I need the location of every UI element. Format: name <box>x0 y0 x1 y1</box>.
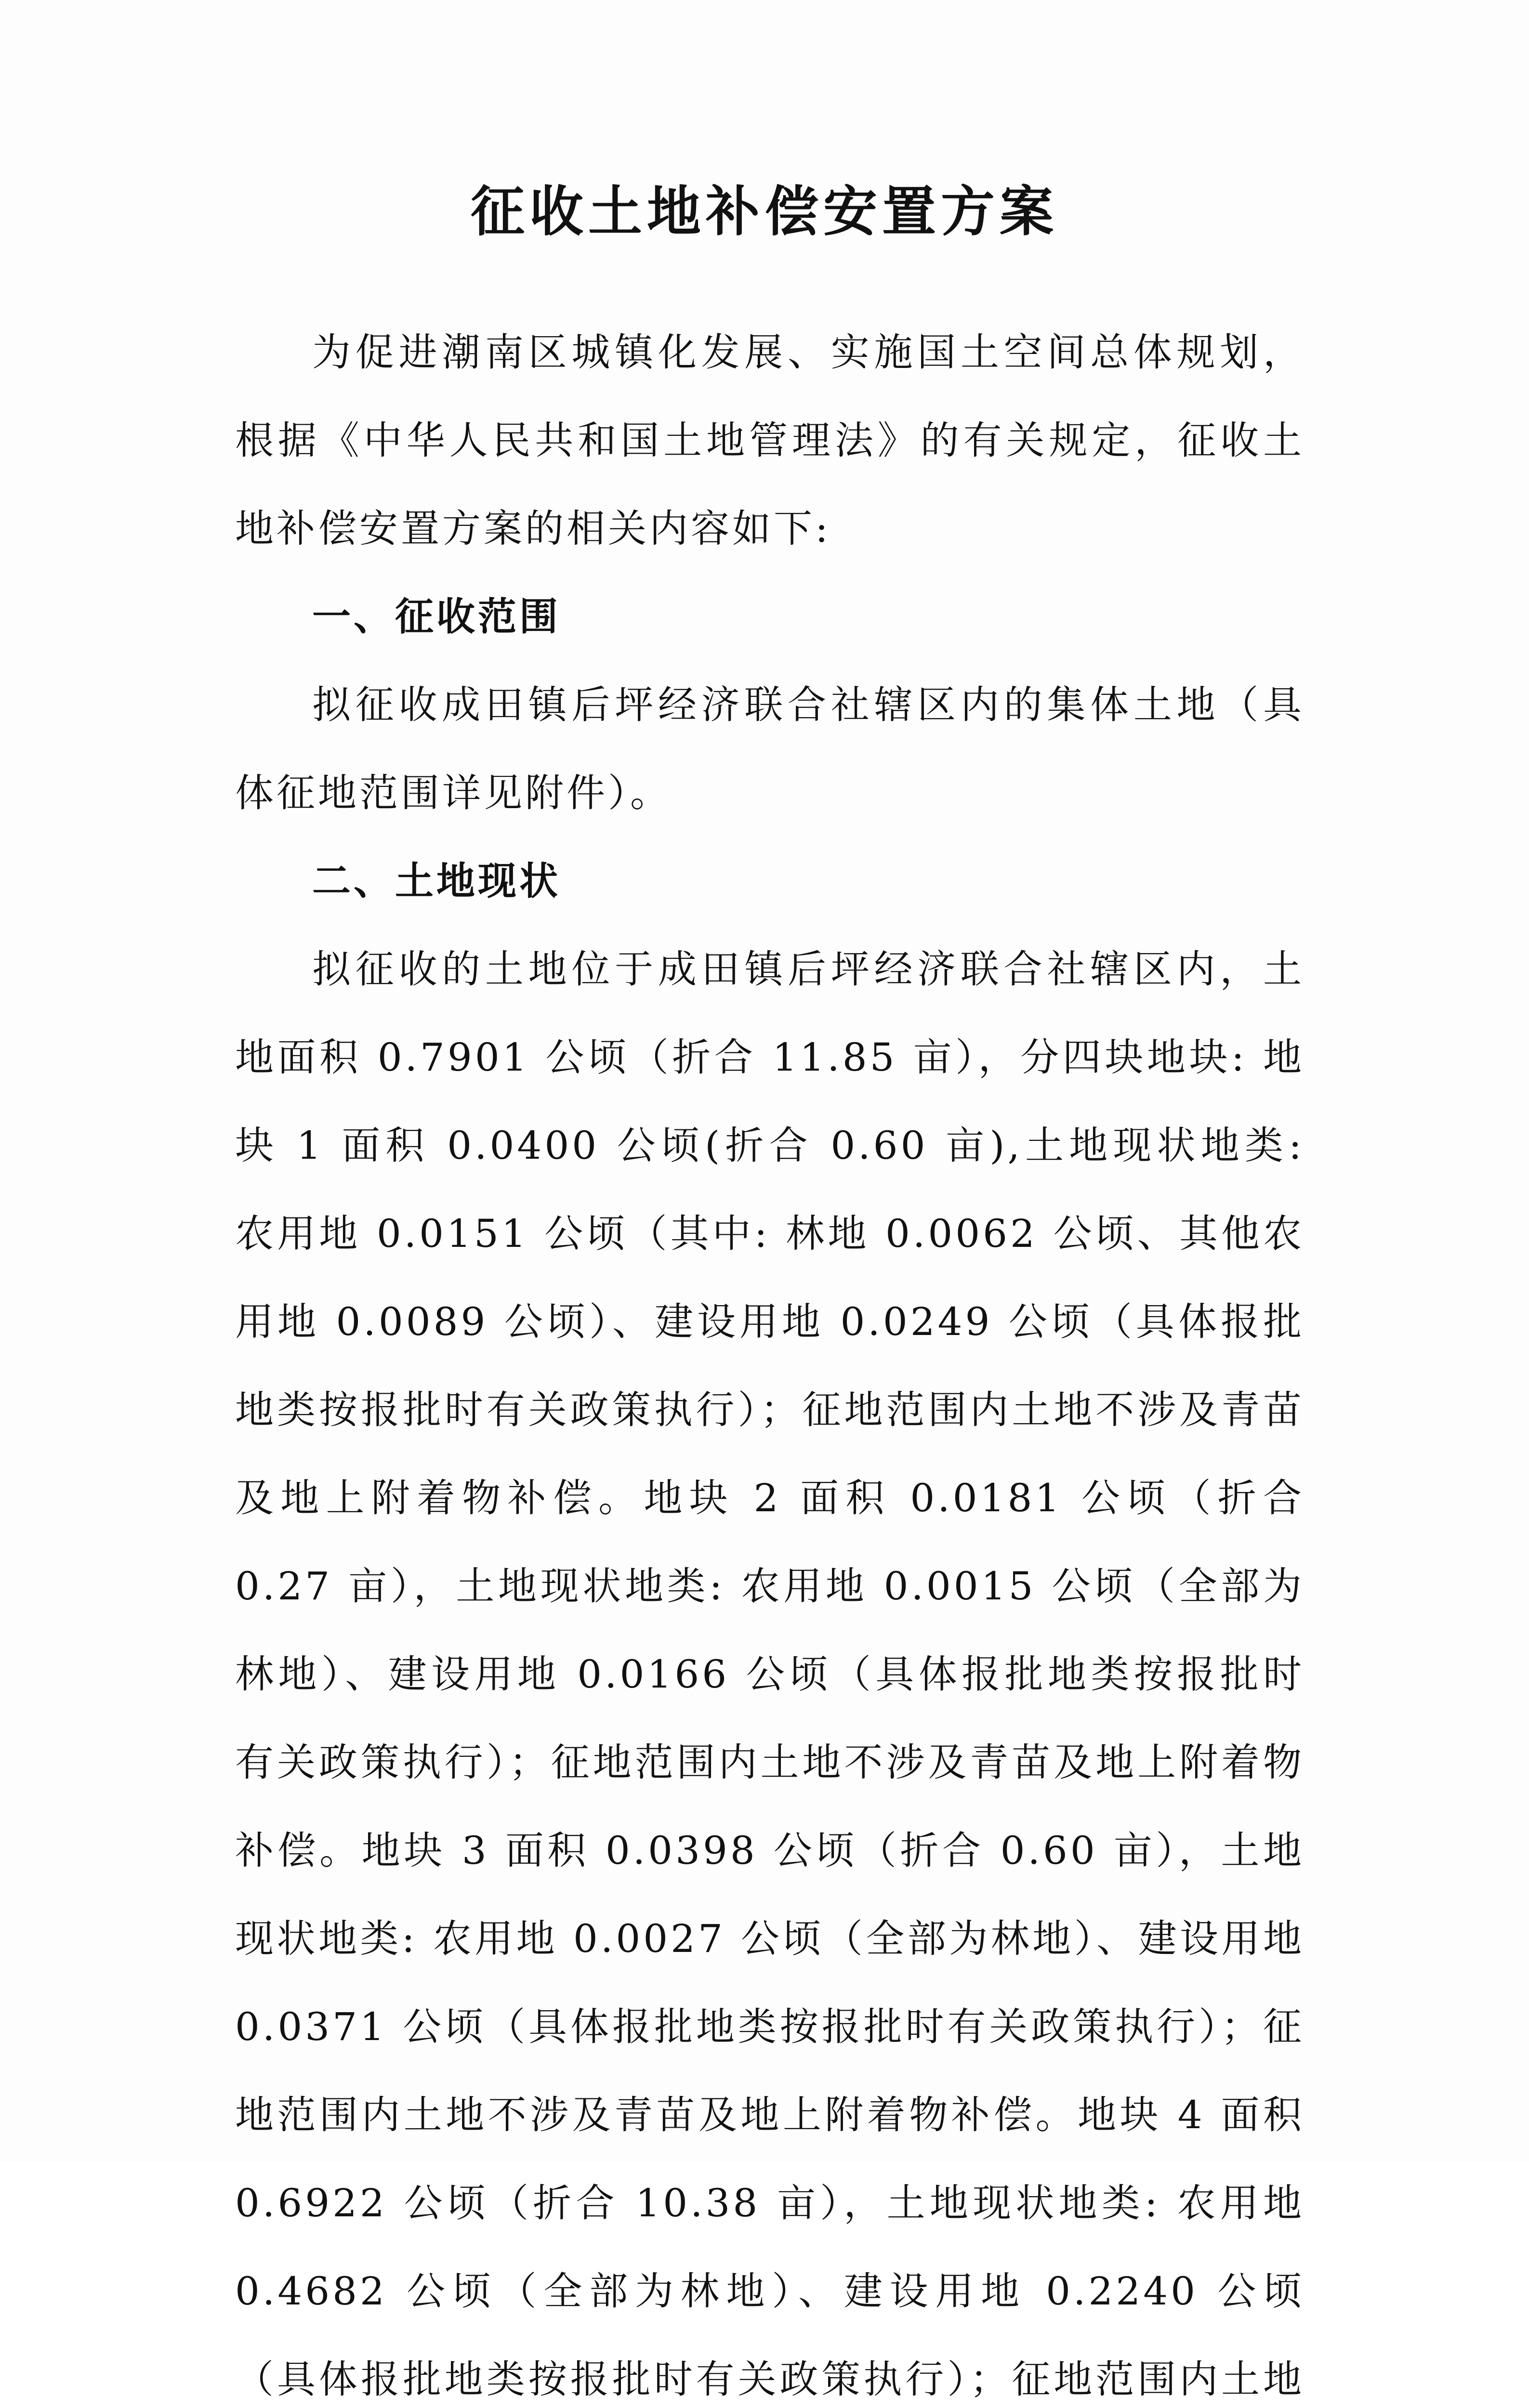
document-title: 征收土地补偿安置方案 <box>471 181 1058 243</box>
scope-paragraph: 拟征收成田镇后坪经济联合社辖区内的集体土地（具体征地范围详见附件）。 <box>235 682 1305 815</box>
section-heading-scope: 一、征收范围 <box>312 594 561 639</box>
document-body <box>235 308 1305 2408</box>
land-status-paragraph: 拟征收的土地位于成田镇后坪经济联合社辖区内，土地面积 0.7901 公顷（折合 11.85 亩），分四块地块: 地块 1 面积 0.0400 公顷(折合 0.60 亩),土地现状地类: 农用地 0.0151 公顷（其中: 林地 0.0062 公顷、其他农用地 0.0089 公顷）、建设用地 0.0249 公顷（具体报批地类按报批时有关政策执行）；征地范围内土地不涉及青苗及地上附着物补偿。地块 2 面积 0.0181 公顷（折合 0.27 亩），土地现状地类: 农用地 0.0015 公顷（全部为林地）、建设用地 0.0166 公顷（具体报批地类按报批时有关政策执行）；征地范围内土地不涉及青苗及地上附着物补偿。地块 3 面积 0.0398 公顷（折合 0.60 亩），土地现状地类: 农用地 0.0027 公顷（全部为林地）、建设用地 0.0371 公顷（具体报批地类按报批时有关政策执行）；征地范围内土地不涉及青苗及地上附着物补偿。地块 4 面积 0.6922 公顷（折合 10.38 亩），土地现状地类: 农用地 0.4682 公顷（全部为林地）、建设用地 0.2240 公顷（具体报批地类按报批时有关政策执行）；征地范围内土地 <box>235 947 1305 2402</box>
intro-paragraph: 为促进潮南区城镇化发展、实施国土空间总体规划，根据《中华人民共和国土地管理法》的有关规定，征收土地补偿安置方案的相关内容如下: <box>235 330 1305 551</box>
section-heading-land-status: 二、土地现状 <box>312 859 561 903</box>
